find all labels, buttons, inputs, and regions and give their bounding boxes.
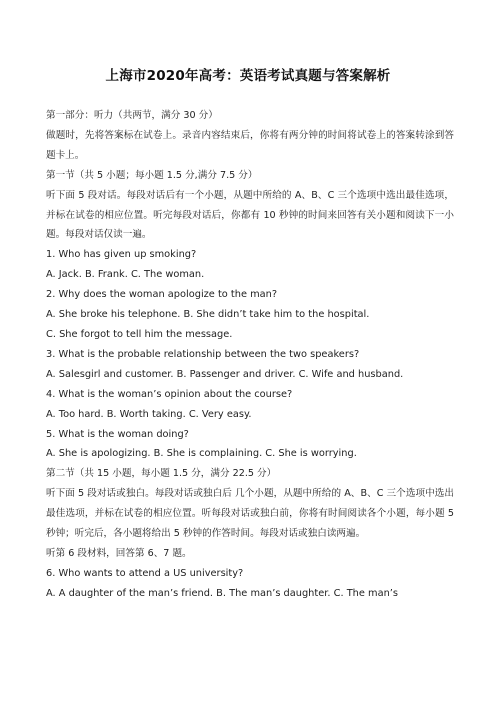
- section2-heading: 第二节（共 15 小题，每小题 1.5 分，满分 22.5 分）: [46, 468, 277, 480]
- question-3-options: A. Salesgirl and customer. B. Passenger and driver. C. Wife and husband.: [46, 368, 404, 380]
- question-5: 5. What is the woman doing?: [46, 428, 189, 440]
- section1-heading: 第一节（共 5 小题；每小题 1.5 分,满分 7.5 分）: [46, 169, 258, 181]
- section2-instructions: 听下面 5 段对话或独白。每段对话或独白后 几个小题，从题中所给的 A、B、C 三个选项中选出最佳选项，并标在试卷的相应位置。听每段对话或独白前，你将有时间阅读各个小题，每小题 5 秒钟；听完后，各小题将给出 5 秒钟的作答时间。每段对话或独白读两遍。: [46, 488, 454, 540]
- question-2: 2. Why does the woman apologize to the man?: [46, 289, 278, 301]
- question-2-options-continued: C. She forgot to tell him the message.: [46, 328, 233, 340]
- part1-instructions: 做题时，先将答案标在试卷上。录音内容结束后，你将有两分钟的时间将试卷上的答案转涂到答题卡上。: [46, 129, 454, 161]
- question-6-options: A. A daughter of the man’s friend. B. The man’s daughter. C. The man’s: [46, 587, 398, 599]
- document-title: 上海市2020年高考：英语考试真题与答案解析: [105, 68, 391, 84]
- question-4-options: A. Too hard. B. Worth taking. C. Very easy.: [46, 408, 252, 420]
- question-5-options: A. She is apologizing. B. She is complaining. C. She is worrying.: [46, 448, 357, 460]
- section1-instructions: 听下面 5 段对话。每段对话后有一个小题，从题中所给的 A、B、C 三个选项中选出最佳选项，并标在试卷的相应位置。听完每段对话后，你都有 10 秒钟的时间来回答有关小题和阅读下一小题。每段对话仅读一遍。: [46, 189, 454, 241]
- document-body: [46, 106, 454, 604]
- part1-heading: 第一部分：听力（共两节，满分 30 分）: [46, 110, 218, 121]
- question-6: 6. Who wants to attend a US university?: [46, 567, 244, 579]
- question-1: 1. Who has given up smoking?: [46, 249, 197, 261]
- question-3: 3. What is the probable relationship between the two speakers?: [46, 348, 360, 360]
- question-1-options: A. Jack. B. Frank. C. The woman.: [46, 269, 205, 281]
- question-4: 4. What is the woman’s opinion about the course?: [46, 388, 293, 400]
- question-2-options: A. She broke his telephone. B. She didn’t take him to the hospital.: [46, 309, 370, 321]
- section2-material: 听第 6 段材料，回答第 6、7 题。: [46, 547, 192, 559]
